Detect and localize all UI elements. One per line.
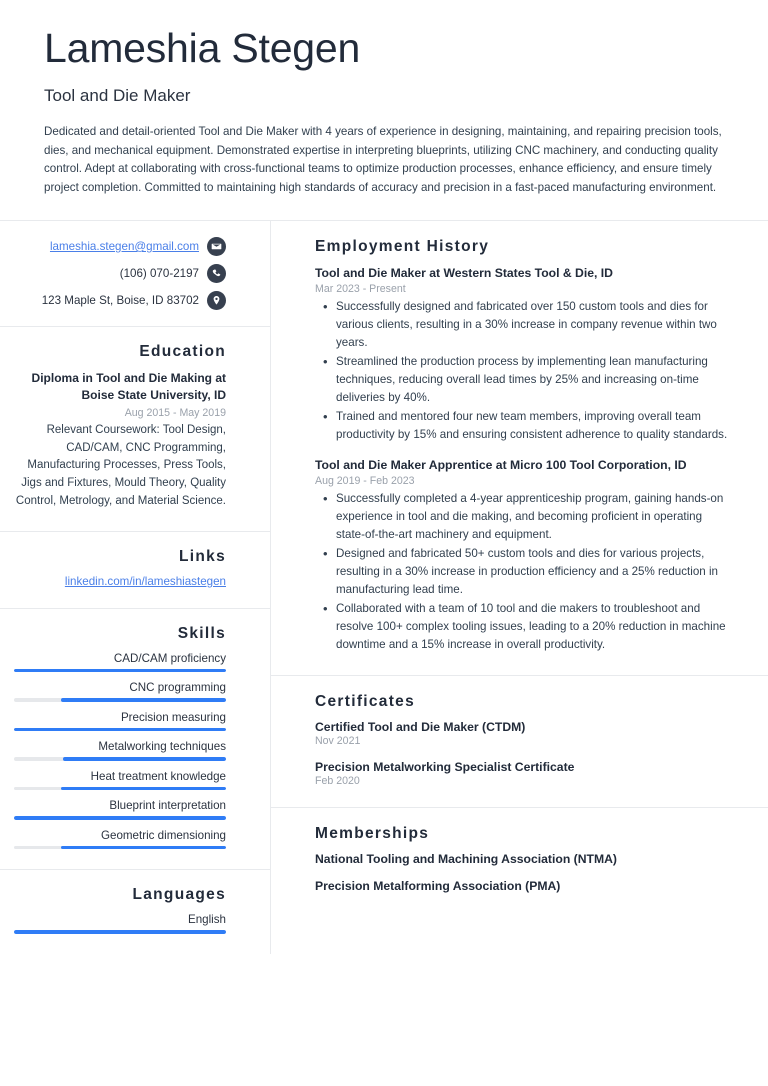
education-description: Relevant Coursework: Tool Design, CAD/CAM, CNC Programming, Manufacturing Processes, Press Tools, Jigs and Fixtures, Mould Theory, Quality Control, Metrology, and Material Science. [15, 423, 226, 508]
skill-level-bar [14, 787, 226, 791]
skills-section [0, 609, 270, 871]
certificates-section [271, 676, 768, 808]
skill-level-bar [14, 698, 226, 702]
skill-level-fill [14, 669, 226, 673]
professional-summary: Dedicated and detail-oriented Tool and Die Maker with 4 years of experience in designing, maintaining, and repairing precision tools, dies, and mechanical equipment. Demonstrated expertise in interpreting blueprints, utilizing CNC machinery, and conducting quality control. Adept at collaborating with cross-functional teams to optimize production processes, enhance efficiency, and ensure timely project completion. Committed to maintaining high standards of accuracy and precision in a fast-paced manufacturing environment. [44, 124, 722, 195]
skill-level-fill [14, 816, 226, 820]
link-item[interactable]: linkedin.com/in/lameshiastegen [64, 574, 226, 588]
contact-section [0, 221, 270, 327]
languages-section [0, 870, 270, 954]
skill-item [14, 770, 226, 791]
education-heading: Education [139, 343, 226, 361]
skill-level-fill [61, 787, 226, 791]
language-level-bar [14, 930, 226, 934]
contact-row-address[interactable] [14, 291, 226, 310]
certificate-entry [315, 720, 728, 747]
skill-name: CNC programming [129, 681, 226, 695]
memberships-heading: Memberships [315, 824, 430, 842]
employment-entry [315, 457, 728, 654]
employment-bullets [315, 298, 728, 444]
bullet-item: • Successfully designed and fabricated over 150 custom tools and dies for various clients, resulting in a 30% increase in company revenue within two years. [315, 298, 728, 352]
employment-date: Mar 2023 - Present [315, 283, 406, 296]
sidebar [0, 221, 271, 954]
language-level-fill [14, 930, 226, 934]
languages-heading: Languages [132, 886, 226, 904]
email-value[interactable]: lameshia.stegen@gmail.com [49, 240, 199, 254]
skill-name: Blueprint interpretation [109, 799, 226, 813]
skill-level-bar [14, 816, 226, 820]
skill-name: Metalworking techniques [98, 740, 226, 754]
skill-item [14, 711, 226, 732]
skill-level-bar [14, 669, 226, 673]
language-name: English [187, 913, 226, 927]
certificates-heading: Certificates [315, 692, 416, 710]
employment-heading: Employment History [315, 238, 490, 256]
membership-entry: Precision Metalforming Association (PMA) [315, 878, 561, 893]
skill-item [14, 681, 226, 702]
skill-level-fill [63, 757, 226, 761]
bullet-item: • Designed and fabricated 50+ custom tools and dies for various projects, resulting in a 30% increase in production efficiency and a 25% reduction in manufacturing lead time. [315, 545, 728, 599]
certificate-date: Nov 2021 [315, 734, 361, 747]
phone-value: (106) 070-2197 [119, 267, 199, 281]
employment-date: Aug 2019 - Feb 2023 [315, 474, 415, 487]
membership-entry: National Tooling and Machining Association (NTMA) [315, 851, 617, 866]
skills-heading: Skills [177, 624, 226, 642]
skill-level-fill [61, 698, 226, 702]
skill-level-bar [14, 757, 226, 761]
skill-name: Heat treatment knowledge [90, 769, 226, 783]
bullet-item: • Trained and mentored four new team members, improving overall team productivity by 15% and ensuring consistent adherence to quality standards. [315, 408, 728, 444]
location-pin-icon [207, 291, 226, 310]
bullet-item: • Successfully completed a 4-year apprenticeship program, gaining hands-on experience in tool and die making, and becoming proficient in operating state-of-the-art machinery and equipment. [315, 490, 728, 544]
certificate-name: Certified Tool and Die Maker (CTDM) [315, 719, 526, 734]
skill-item [14, 740, 226, 761]
skill-name: CAD/CAM proficiency [113, 651, 226, 665]
certificate-name: Precision Metalworking Specialist Certificate [315, 759, 575, 774]
memberships-section [271, 808, 768, 913]
contact-row-email[interactable] [14, 237, 226, 256]
bullet-item: • Streamlined the production process by implementing lean manufacturing techniques, reducing overall lead times by 25% and increasing on-time deliveries by 40%. [315, 353, 728, 407]
skill-level-fill [61, 846, 226, 850]
resume-header [0, 0, 768, 221]
employment-section [271, 221, 768, 676]
skill-item [14, 799, 226, 820]
skill-item [14, 829, 226, 850]
employment-title: Tool and Die Maker at Western States Tool & Die, ID [315, 266, 613, 281]
education-section [0, 327, 270, 532]
links-section [0, 532, 270, 609]
bullet-item: • Collaborated with a team of 10 tool and die makers to troubleshoot and resolve 100+ complex tooling issues, leading to a 20% reduction in machine downtime and a 15% increase in overall productivity. [315, 600, 728, 654]
skill-level-fill [14, 728, 226, 732]
main-content [271, 221, 768, 954]
employment-entry [315, 265, 728, 444]
resume-body [0, 221, 768, 954]
page-title: Lameshia Stegen [44, 25, 361, 71]
skill-level-bar [14, 846, 226, 850]
certificate-date: Feb 2020 [315, 774, 360, 787]
address-value: 123 Maple St, Boise, ID 83702 [41, 294, 199, 308]
phone-icon [207, 264, 226, 283]
links-heading: Links [179, 547, 226, 565]
education-date: Aug 2015 - May 2019 [124, 406, 226, 419]
contact-row-phone[interactable] [14, 264, 226, 283]
skill-name: Precision measuring [120, 710, 226, 724]
skill-level-bar [14, 728, 226, 732]
certificate-entry [315, 760, 728, 787]
skill-item [14, 652, 226, 673]
job-title: Tool and Die Maker [44, 85, 191, 105]
employment-bullets [315, 490, 728, 654]
skill-name: Geometric dimensioning [100, 828, 226, 842]
language-item [14, 913, 226, 934]
employment-title: Tool and Die Maker Apprentice at Micro 100 Tool Corporation, ID [315, 457, 687, 472]
education-degree: Diploma in Tool and Die Making at Boise State University, ID [31, 371, 226, 403]
envelope-icon [207, 237, 226, 256]
